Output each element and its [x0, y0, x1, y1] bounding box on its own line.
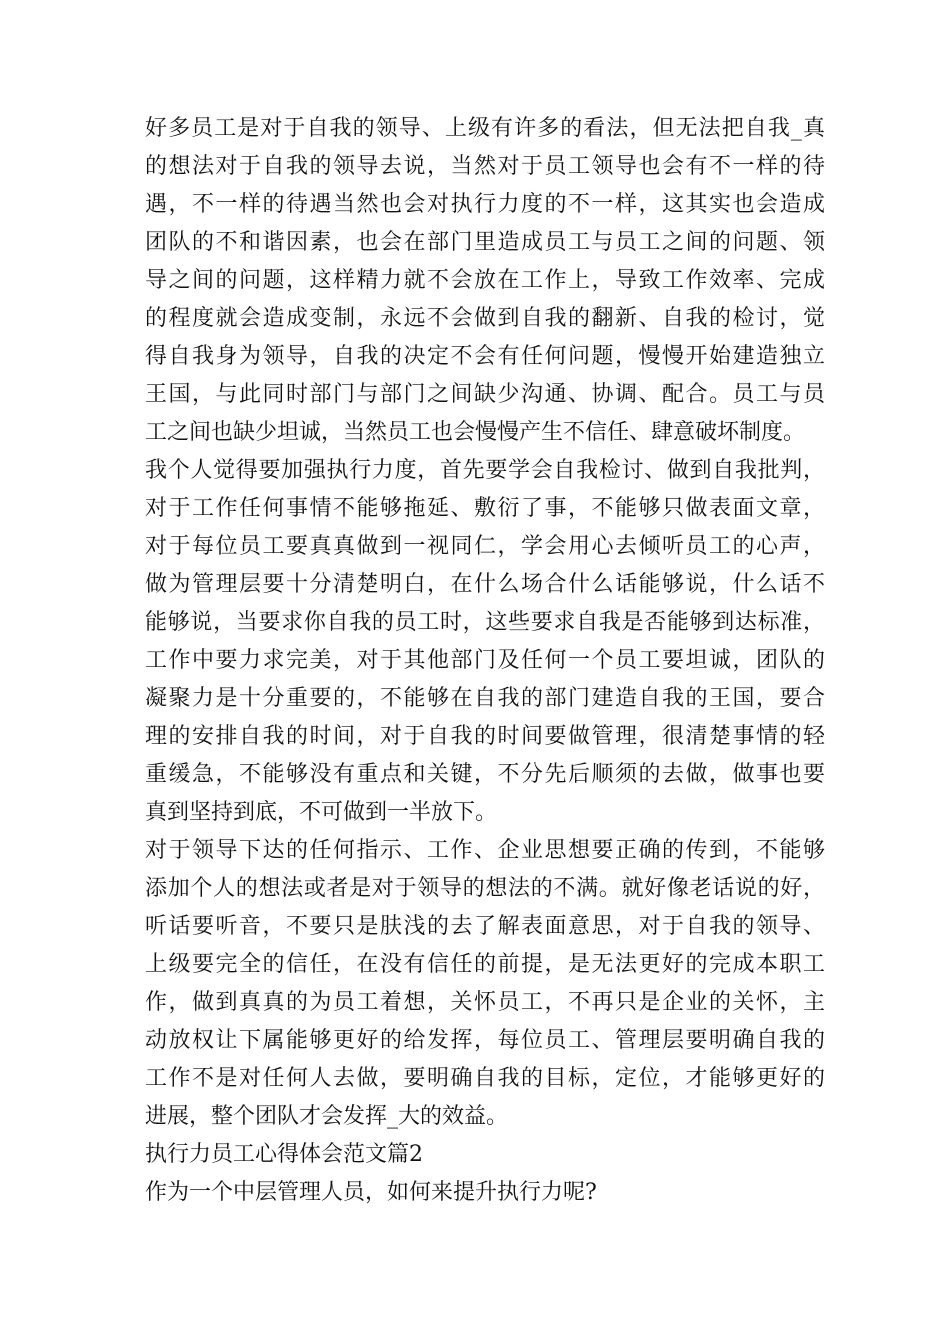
text-line: 王国，与此同时部门与部门之间缺少沟通、协调、配合。员工与员 — [145, 382, 825, 407]
paragraph-2 — [145, 452, 825, 832]
text-line: 进展，整个团队才会发挥_大的效益。 — [145, 1104, 509, 1129]
text-line: 的程度就会造成变制，永远不会做到自我的翻新、自我的检讨，觉 — [145, 306, 825, 331]
text-line: 导之间的问题，这样精力就不会放在工作上，导致工作效率、完成 — [145, 268, 825, 293]
text-line: 凝聚力是十分重要的，不能够在自我的部门建造自我的王国，要合 — [145, 686, 825, 711]
text-line: 对于工作任何事情不能够拖延、敷衍了事，不能够只做表面文章， — [145, 496, 825, 521]
text-line: 动放权让下属能够更好的给发挥，每位员工、管理层要明确自我的 — [145, 1028, 825, 1053]
text-line: 对于领导下达的任何指示、工作、企业思想要正确的传到，不能够 — [145, 838, 825, 863]
text-line: 的想法对于自我的领导去说，当然对于员工领导也会有不一样的待 — [145, 154, 825, 179]
text-line: 好多员工是对于自我的领导、上级有许多的看法，但无法把自我_真 — [145, 116, 825, 141]
text-line: 工之间也缺少坦诚，当然员工也会慢慢产生不信任、肆意破坏制度。 — [145, 420, 806, 445]
document-body — [145, 110, 825, 1212]
text-line: 能够说，当要求你自我的员工时，这些要求自我是否能够到达标准， — [145, 610, 825, 635]
text-line: 上级要完全的信任，在没有信任的前提，是无法更好的完成本职工 — [145, 952, 825, 977]
section-heading: 执行力员工心得体会范文篇2 — [145, 1142, 423, 1167]
text-line: 做为管理层要十分清楚明白，在什么场合什么话能够说，什么话不 — [145, 572, 825, 597]
text-line: 我个人觉得要加强执行力度，首先要学会自我检讨、做到自我批判， — [145, 458, 825, 483]
text-line: 真到坚持到底，不可做到一半放下。 — [145, 800, 498, 825]
text-line: 得自我身为领导，自我的决定不会有任何问题，慢慢开始建造独立 — [145, 344, 825, 369]
text-line: 遇，不一样的待遇当然也会对执行力度的不一样，这其实也会造成 — [145, 192, 825, 217]
text-line: 工作中要力求完美，对于其他部门及任何一个员工要坦诚，团队的 — [145, 648, 825, 673]
text-line: 添加个人的想法或者是对于领导的想法的不满。就好像老话说的好， — [145, 876, 825, 901]
paragraph-4: 作为一个中层管理人员，如何来提升执行力呢? — [145, 1180, 597, 1205]
text-line: 作，做到真真的为员工着想，关怀员工，不再只是企业的关怀，主 — [145, 990, 825, 1015]
text-line: 重缓急，不能够没有重点和关键，不分先后顺须的去做，做事也要 — [145, 762, 825, 787]
text-line: 团队的不和谐因素，也会在部门里造成员工与员工之间的问题、领 — [145, 230, 825, 255]
text-line: 听话要听音，不要只是肤浅的去了解表面意思，对于自我的领导、 — [145, 914, 825, 939]
paragraph-1 — [145, 110, 825, 452]
text-line: 工作不是对任何人去做，要明确自我的目标，定位，才能够更好的 — [145, 1066, 825, 1091]
text-line: 理的安排自我的时间，对于自我的时间要做管理，很清楚事情的轻 — [145, 724, 825, 749]
text-line: 对于每位员工要真真做到一视同仁，学会用心去倾听员工的心声， — [145, 534, 825, 559]
paragraph-3 — [145, 832, 825, 1136]
